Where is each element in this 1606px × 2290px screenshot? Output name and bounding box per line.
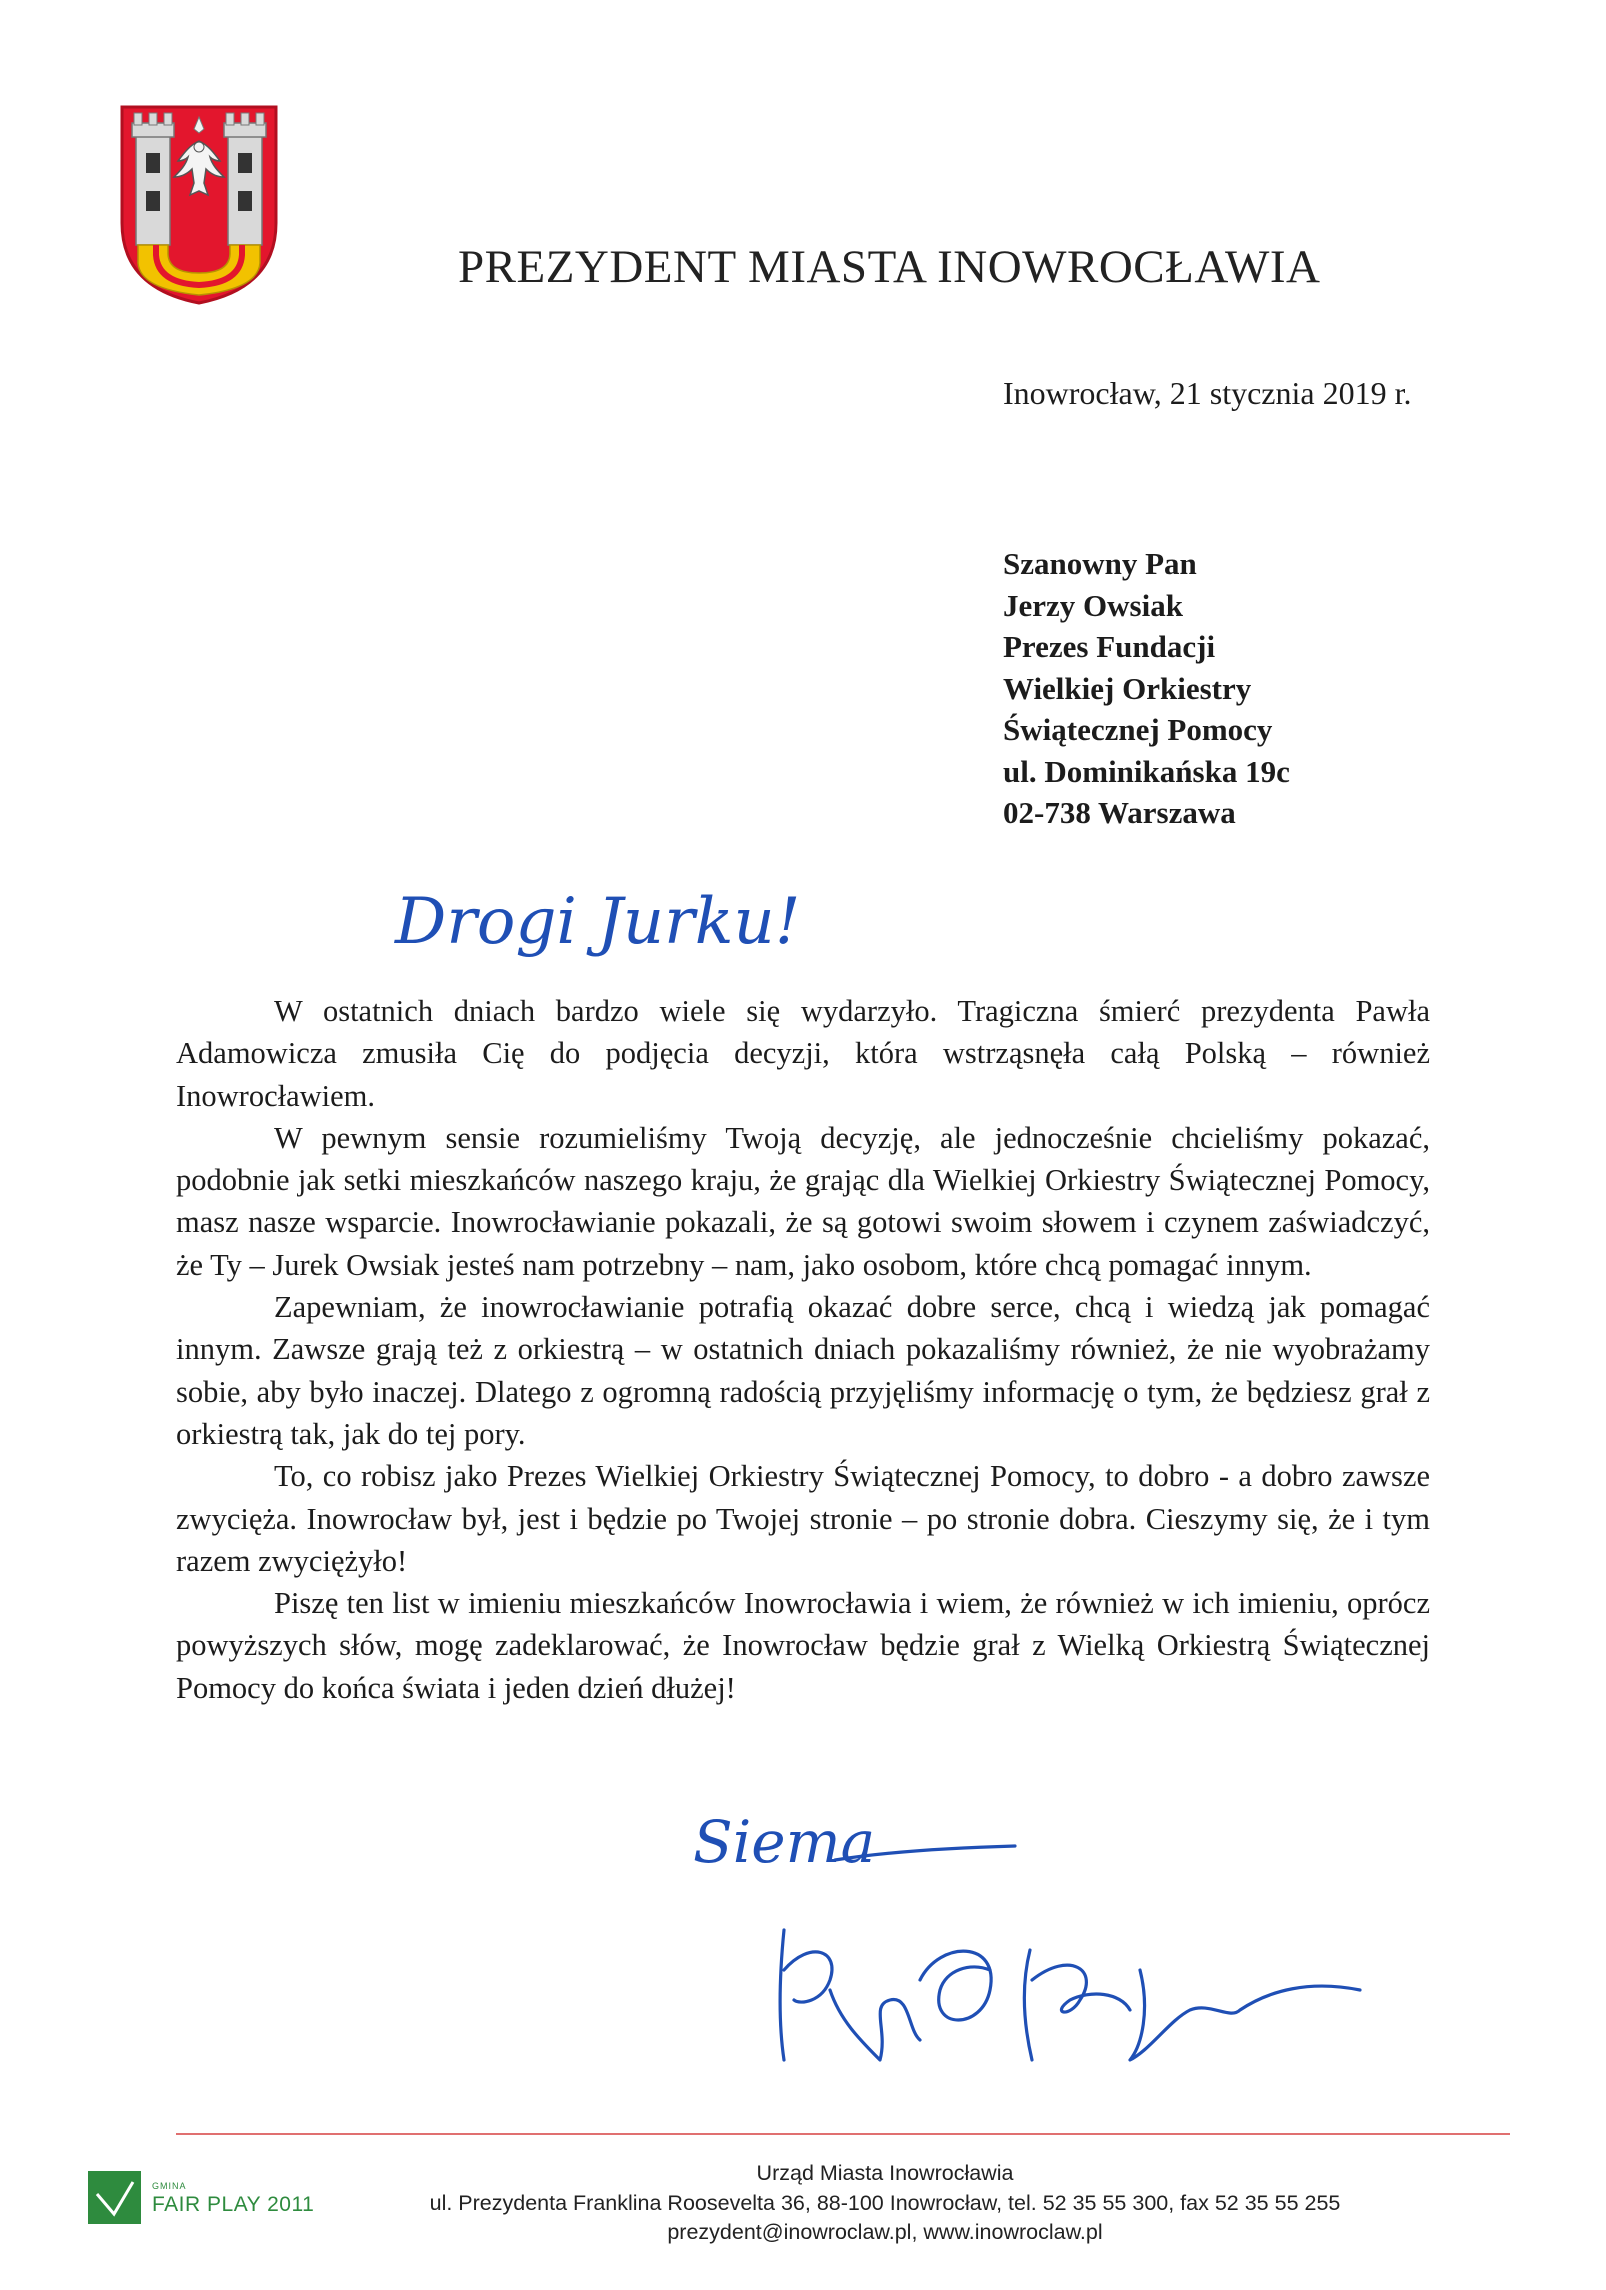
date-line: Inowrocław, 21 stycznia 2019 r. [1003, 375, 1412, 411]
handwritten-greeting [385, 855, 885, 975]
fair-play-label: FAIR PLAY 2011 [152, 2193, 315, 2216]
letter-body [176, 990, 1430, 1709]
greeting-text: Drogi Jurku! [395, 885, 801, 959]
recipient-line: ul. Dominikańska 19c [1003, 753, 1290, 789]
letterhead-title: PREZYDENT MIASTA INOWROCŁAWIA [458, 241, 1321, 293]
body-paragraph: W ostatnich dniach bardzo wiele się wydarzyło. Tragiczna śmierć prezydenta Pawła Adamowicza zmusiła Cię do podjęcia decyzji, która wstrząsnęła całą Polską – również Inowrocławiem. [176, 994, 1430, 1113]
recipient-address [1003, 543, 1290, 834]
recipient-line: Szanowny Pan [1003, 546, 1197, 581]
recipient-line: Świątecznej Pomocy [1003, 712, 1273, 747]
body-paragraph: Piszę ten list w imieniu mieszkańców Inowrocławia i wiem, że również w ich imieniu, oprócz powyższych słów, mogę zadeklarować, że Inowrocław będzie grał z Wielką Orkiestrą Świątecznej Pomocy do końca świata i jeden dzień dłużej! [176, 1586, 1430, 1705]
footer-contact: prezydent@inowroclaw.pl, www.inowroclaw.pl [667, 2220, 1103, 2244]
recipient-line: Prezes Fundacji [1003, 629, 1216, 664]
body-paragraph: Zapewniam, że inowrocławianie potrafią okazać dobre serce, chcą i wiedzą jak pomagać innym. Zawsze grają też z orkiestrą – w ostatnich dniach pokazaliśmy również, że nie wyobrażamy sobie, aby było inaczej. Dlatego z ogromną radością przyjęliśmy informację o tym, że będziesz grał z orkiestrą tak, jak do tej pory. [176, 1290, 1430, 1451]
recipient-line: Jerzy Owsiak [1003, 587, 1183, 623]
footer-office: Urząd Miasta Inowrocławia [756, 2161, 1014, 2185]
recipient-line: Wielkiej Orkiestry [1003, 670, 1252, 706]
body-paragraph: To, co robisz jako Prezes Wielkiej Orkiestry Świątecznej Pomocy, to dobro - a dobro zawsze zwycięża. Inowrocław był, jest i będzie po Twojej stronie – po stronie dobra. Cieszymy się, że i tym razem zwyciężyło! [176, 1459, 1430, 1578]
signoff-text: Siema [693, 1808, 876, 1876]
footer-address: ul. Prezydenta Franklina Roosevelta 36, 88-100 Inowrocław, tel. 52 35 55 300, fax 52 35 55 255 [429, 2190, 1341, 2215]
body-paragraph: W pewnym sensie rozumieliśmy Twoją decyzję, ale jednocześnie chcieliśmy pokazać, podobnie jak setki mieszkańców naszego kraju, że grając dla Wielkiej Orkiestry Świątecznej Pomocy, masz nasze wsparcie. Inowrocławianie pokazali, że są gotowi swoim słowem i czynem zaświadczyć, że Ty – Jurek Owsiak jesteś nam potrzebny – nam, jako osobom, które chcą pomagać innym. [176, 1120, 1430, 1282]
fair-play-logo-icon [87, 2170, 142, 2225]
signature-icon [770, 1910, 1370, 2070]
footer-rule [176, 2133, 1510, 2135]
handwritten-signoff [685, 1800, 1025, 1890]
footer [330, 2159, 1440, 2248]
fair-play-small-label: GMINA [152, 2181, 187, 2191]
coat-of-arms-icon [118, 103, 280, 306]
recipient-line: 02-738 Warszawa [1003, 795, 1236, 830]
